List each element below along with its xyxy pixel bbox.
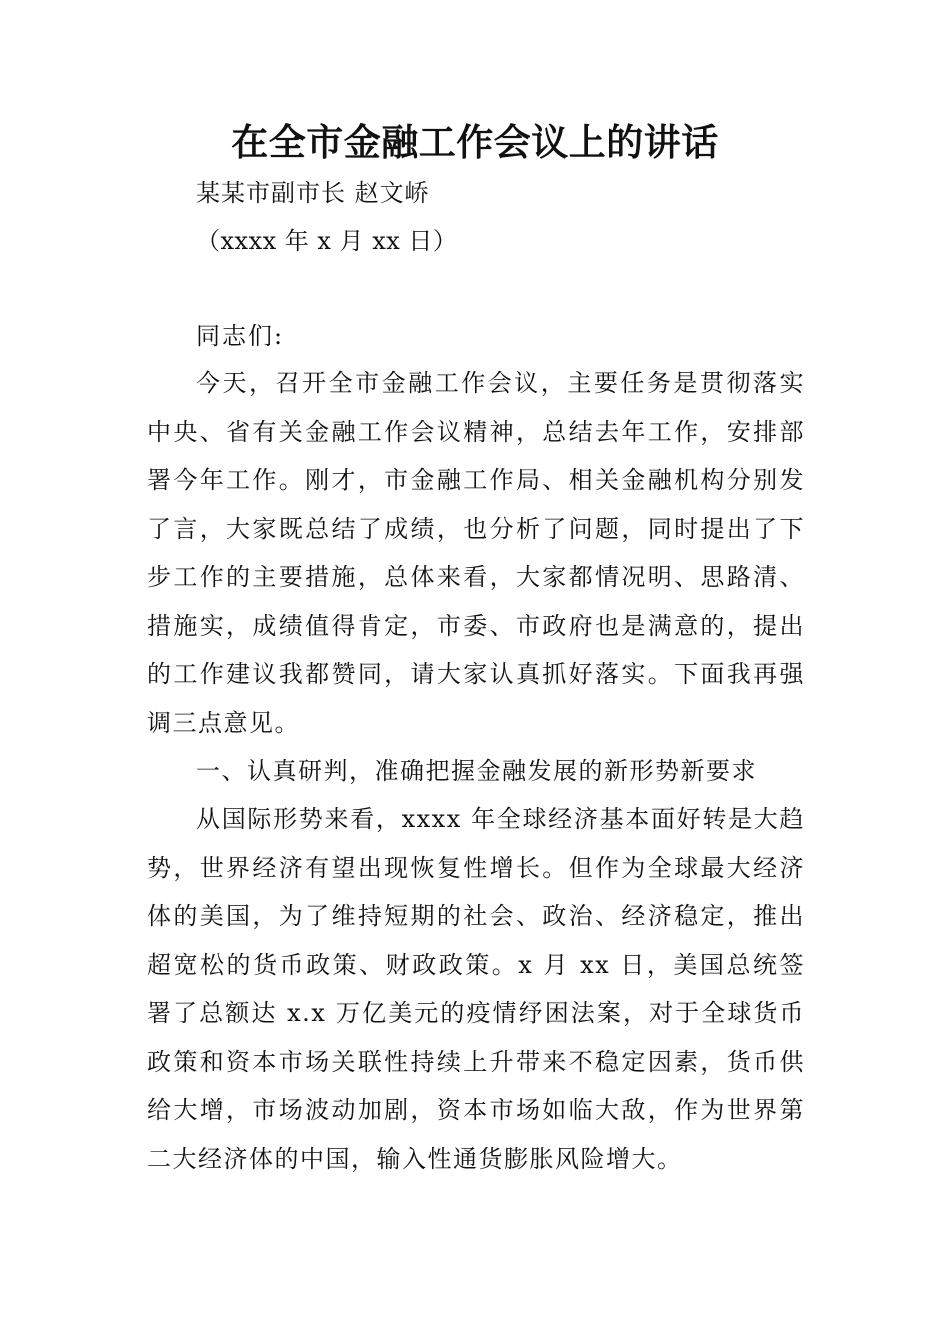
document-title: 在全市金融工作会议上的讲话 [231, 120, 719, 164]
paragraph-opening: 今天，召开全市金融工作会议，主要任务是贯彻落实中央、省有关金融工作会议精神，总结去年工作，安排部署今年工作。刚才，市金融工作局、相关金融机构分别发了言，大家既总结了成绩，也分析了问题，同时提出了下步工作的主要措施，总体来看，大家都情况明、思路清、措施实，成绩值得肯定，市委、市政府也是满意的，提出的工作建议我都赞同，请大家认真抓好落实。下面我再强调三点意见。 [147, 369, 805, 737]
paragraph-international-situation: 从国际形势来看，xxxx 年全球经济基本面好转是大趋势，世界经济有望出现恢复性增长。但作为全球最大经济体的美国，为了维持短期的社会、政治、经济稳定，推出超宽松的货币政策、财政政策。x 月 xx 日，美国总统签署了总额达 x.x 万亿美元的疫情纾困法案，对于全球货币政策和资本市场关联性持续上升带来不稳定因素，货币供给大增，市场波动加剧，资本市场如临大敌，作为世界第二大经济体的中国，输入性通货膨胀风险增大。 [147, 805, 805, 1173]
section-heading-1: 一、认真研判，准确把握金融发展的新形势新要求 [196, 757, 757, 785]
speech-date: （xxxx 年 x 月 xx 日） [196, 227, 458, 255]
speaker-line: 某某市副市长 赵文峤 [196, 179, 430, 207]
salutation: 同志们: [196, 322, 285, 350]
